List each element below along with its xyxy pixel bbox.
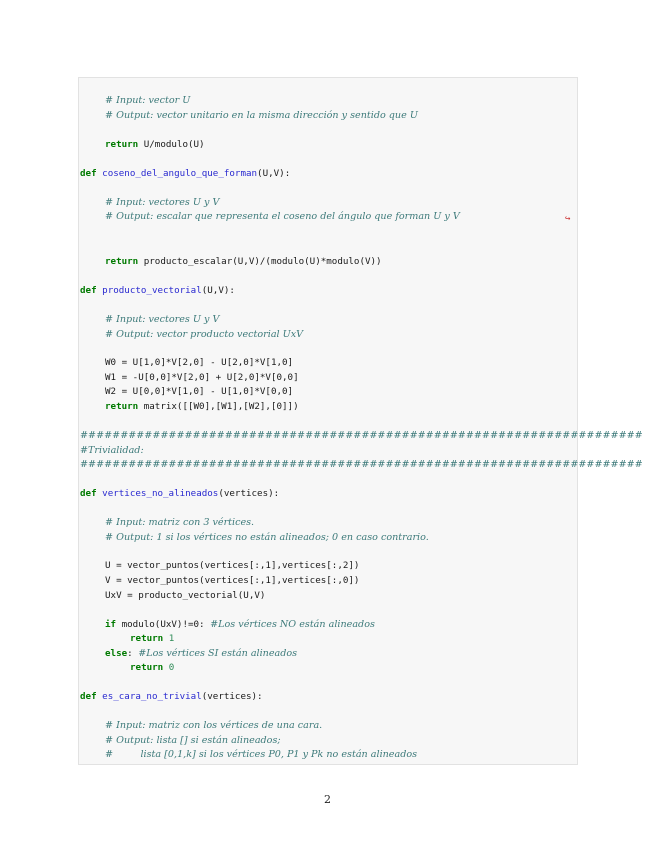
code-text: producto_escalar(U,V)/(modulo(U)*modulo(V)) <box>138 256 382 267</box>
code-line: W1 = -U[0,0]*V[2,0] + U[2,0]*V[0,0] <box>105 372 299 383</box>
function-name: coseno_del_angulo_que_forman <box>102 168 258 179</box>
code-line <box>105 256 382 268</box>
code-line <box>130 662 174 674</box>
code-comment: # Input: matriz con 3 vértices. <box>105 517 255 528</box>
line-wrap-icon: ↪ <box>565 214 571 224</box>
code-line <box>80 691 263 703</box>
code-comment: # lista [0,1,k] si los vértices P0, P1 y Pk no están alineados <box>105 749 418 760</box>
code-comment: ###################################################################### <box>80 430 643 441</box>
code-line: U = vector_puntos(vertices[:,1],vertices[:,2]) <box>105 560 360 571</box>
code-line: UxV = producto_vectorial(U,V) <box>105 590 266 601</box>
code-comment: # Input: vector U <box>105 95 191 106</box>
keyword: return <box>105 139 139 150</box>
code-comment: #Los vértices SI están alineados <box>138 648 298 659</box>
code-line: W0 = U[1,0]*V[2,0] - U[2,0]*V[1,0] <box>105 357 294 368</box>
function-name: producto_vectorial <box>102 285 202 296</box>
code-text: modulo(UxV)!=0: <box>116 619 211 630</box>
code-comment: # Output: vector producto vectorial UxV <box>105 329 304 340</box>
code-comment: # Output: lista [] si están alineados; <box>105 735 281 746</box>
keyword: return <box>130 662 164 673</box>
code-comment: # Output: 1 si los vértices no están alineados; 0 en caso contrario. <box>105 532 429 543</box>
code-text: U/modulo(U) <box>138 139 205 150</box>
page-number: 2 <box>324 793 331 806</box>
code-line <box>105 648 297 660</box>
code-text: matrix([[W0],[W1],[W2],[0]]) <box>138 401 299 412</box>
keyword: if <box>105 619 117 630</box>
code-text: (vertices): <box>201 691 263 702</box>
code-comment: # Output: vector unitario en la misma dirección y sentido que U <box>105 110 418 121</box>
code-comment: # Input: vectores U y V <box>105 314 220 325</box>
code-line <box>105 401 299 413</box>
code-line <box>105 619 375 631</box>
code-line <box>80 285 235 297</box>
code-comment: ###################################################################### <box>80 459 643 470</box>
code-comment: # Input: matriz con los vértices de una cara. <box>105 720 323 731</box>
code-line <box>130 633 174 645</box>
keyword: return <box>105 256 139 267</box>
code-line <box>105 139 205 151</box>
code-text: (vertices): <box>218 488 280 499</box>
function-name: es_cara_no_trivial <box>102 691 202 702</box>
keyword: def <box>80 488 97 499</box>
keyword: def <box>80 691 97 702</box>
number: 1 <box>163 633 175 644</box>
code-comment: #Trivialidad: <box>80 445 144 456</box>
keyword: else <box>105 648 128 659</box>
code-comment: #Los vértices NO están alineados <box>210 619 375 630</box>
function-name: vertices_no_alineados <box>102 488 219 499</box>
code-line: V = vector_puntos(vertices[:,1],vertices[:,0]) <box>105 575 360 586</box>
code-line <box>80 168 290 180</box>
number: 0 <box>163 662 175 673</box>
code-line: W2 = U[0,0]*V[1,0] - U[1,0]*V[0,0] <box>105 386 294 397</box>
keyword: return <box>130 633 164 644</box>
keyword: def <box>80 168 97 179</box>
keyword: def <box>80 285 97 296</box>
code-comment: # Output: escalar que representa el coseno del ángulo que forman U y V <box>105 211 460 222</box>
code-text: : <box>127 648 139 659</box>
code-line <box>80 488 279 500</box>
code-comment: # Input: vectores U y V <box>105 197 220 208</box>
keyword: return <box>105 401 139 412</box>
code-text: (U,V): <box>257 168 291 179</box>
code-text: (U,V): <box>201 285 235 296</box>
